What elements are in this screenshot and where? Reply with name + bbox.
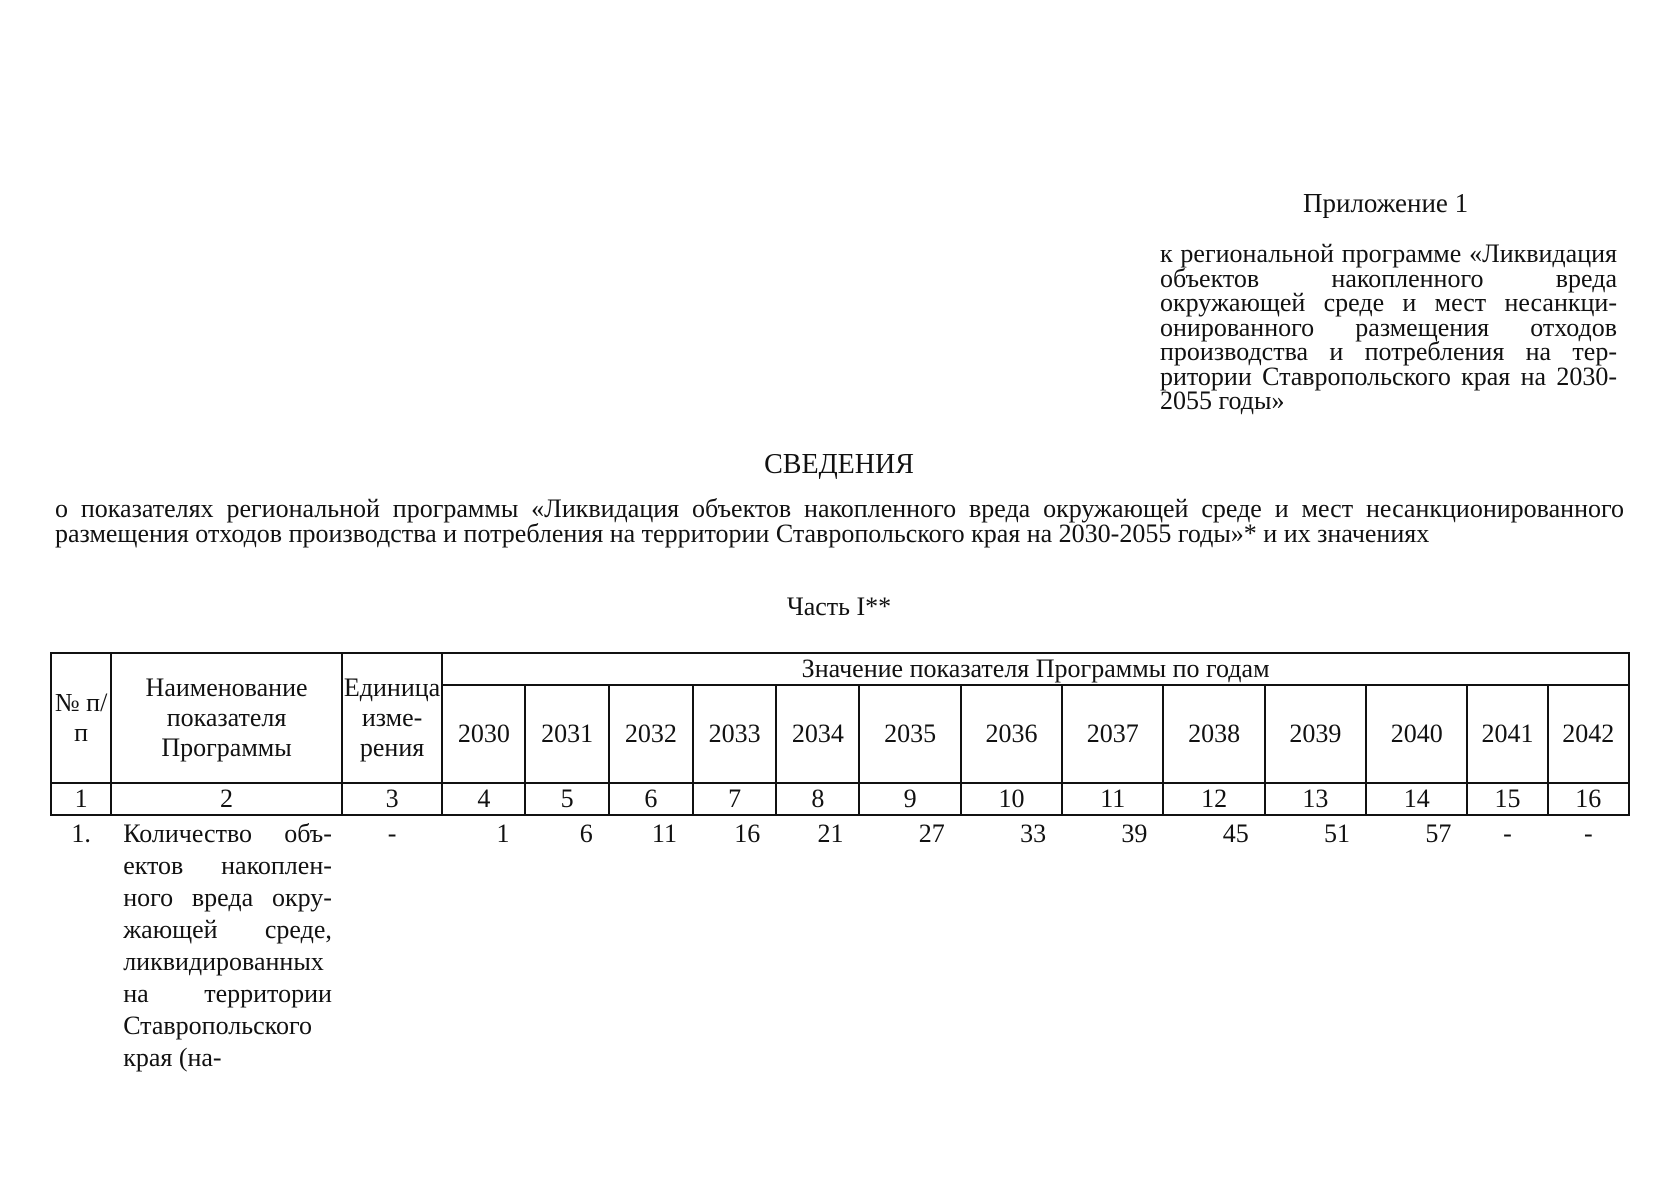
column-number: 2	[111, 783, 342, 815]
table-column-numbers-row	[51, 783, 1629, 815]
header-num: № п/п	[51, 653, 111, 783]
column-number: 9	[859, 783, 960, 815]
column-number: 12	[1163, 783, 1264, 815]
header-year: 2030	[442, 685, 525, 783]
header-unit: Единица измерения	[342, 653, 442, 783]
appendix-description: к региональной программе «Ликвидация объектов накопленного вреда окружающей среде и мест несанкционированного размещения отходов производства и потребления на территории Ставропольского края на 2030-2055 годы»	[1160, 239, 1617, 415]
header-indicator-name: Наименование показателя Программы	[111, 653, 342, 783]
value-cell: -	[1583, 819, 1593, 848]
indicators-table	[50, 652, 1630, 1074]
table-row	[51, 815, 1629, 1074]
header-year: 2035	[859, 685, 960, 783]
header-year: 2037	[1062, 685, 1163, 783]
value-cell: 33	[1020, 819, 1047, 848]
document-subheading: о показателях региональной программы «Ликвидация объектов накопленного вреда окружающей среде и мест несанкционированного размещения отходов производства и потребления на территории Ставропольского края на 2030-2055 годы»* и их значениях	[55, 494, 1624, 548]
column-number: 1	[51, 783, 111, 815]
header-year: 2039	[1265, 685, 1366, 783]
column-number: 4	[442, 783, 525, 815]
column-number: 8	[776, 783, 859, 815]
value-cell: 1	[496, 819, 510, 848]
header-year: 2038	[1163, 685, 1264, 783]
value-cell: 6	[579, 819, 593, 848]
column-number: 13	[1265, 783, 1366, 815]
appendix-title: Приложение 1	[1303, 188, 1469, 218]
column-number: 16	[1548, 783, 1629, 815]
header-year: 2031	[525, 685, 608, 783]
header-year: 2042	[1548, 685, 1629, 783]
value-cell: 11	[651, 819, 677, 848]
header-year: 2036	[961, 685, 1062, 783]
column-number: 10	[961, 783, 1062, 815]
column-number: 15	[1467, 783, 1547, 815]
header-year: 2034	[776, 685, 859, 783]
header-year: 2041	[1467, 685, 1547, 783]
column-number: 6	[609, 783, 693, 815]
header-values-by-year: Значение показателя Программы по годам	[442, 653, 1629, 685]
value-cell: 39	[1121, 819, 1148, 848]
value-cell: 16	[734, 819, 761, 848]
column-number: 11	[1062, 783, 1163, 815]
column-number: 3	[342, 783, 442, 815]
value-cell: -	[1503, 819, 1512, 848]
value-cell: 45	[1222, 819, 1249, 848]
part-label: Часть I**	[786, 592, 892, 621]
column-number: 7	[693, 783, 776, 815]
unit-cell: -	[387, 819, 397, 848]
header-year: 2040	[1366, 685, 1467, 783]
value-cell: 57	[1425, 819, 1452, 848]
value-cell: 27	[918, 819, 945, 848]
header-year: 2033	[693, 685, 776, 783]
column-number: 14	[1366, 783, 1467, 815]
row-number: 1.	[71, 819, 91, 848]
value-cell: 51	[1324, 819, 1351, 848]
indicator-name: Количество объектов накопленного вреда окружающей среде, ликвидированных на территории Ставропольского края (на-	[123, 819, 332, 1072]
table-header-row	[51, 653, 1629, 685]
document-heading: СВЕДЕНИЯ	[764, 449, 914, 480]
column-number: 5	[525, 783, 608, 815]
value-cell: 21	[817, 819, 844, 848]
header-year: 2032	[609, 685, 693, 783]
